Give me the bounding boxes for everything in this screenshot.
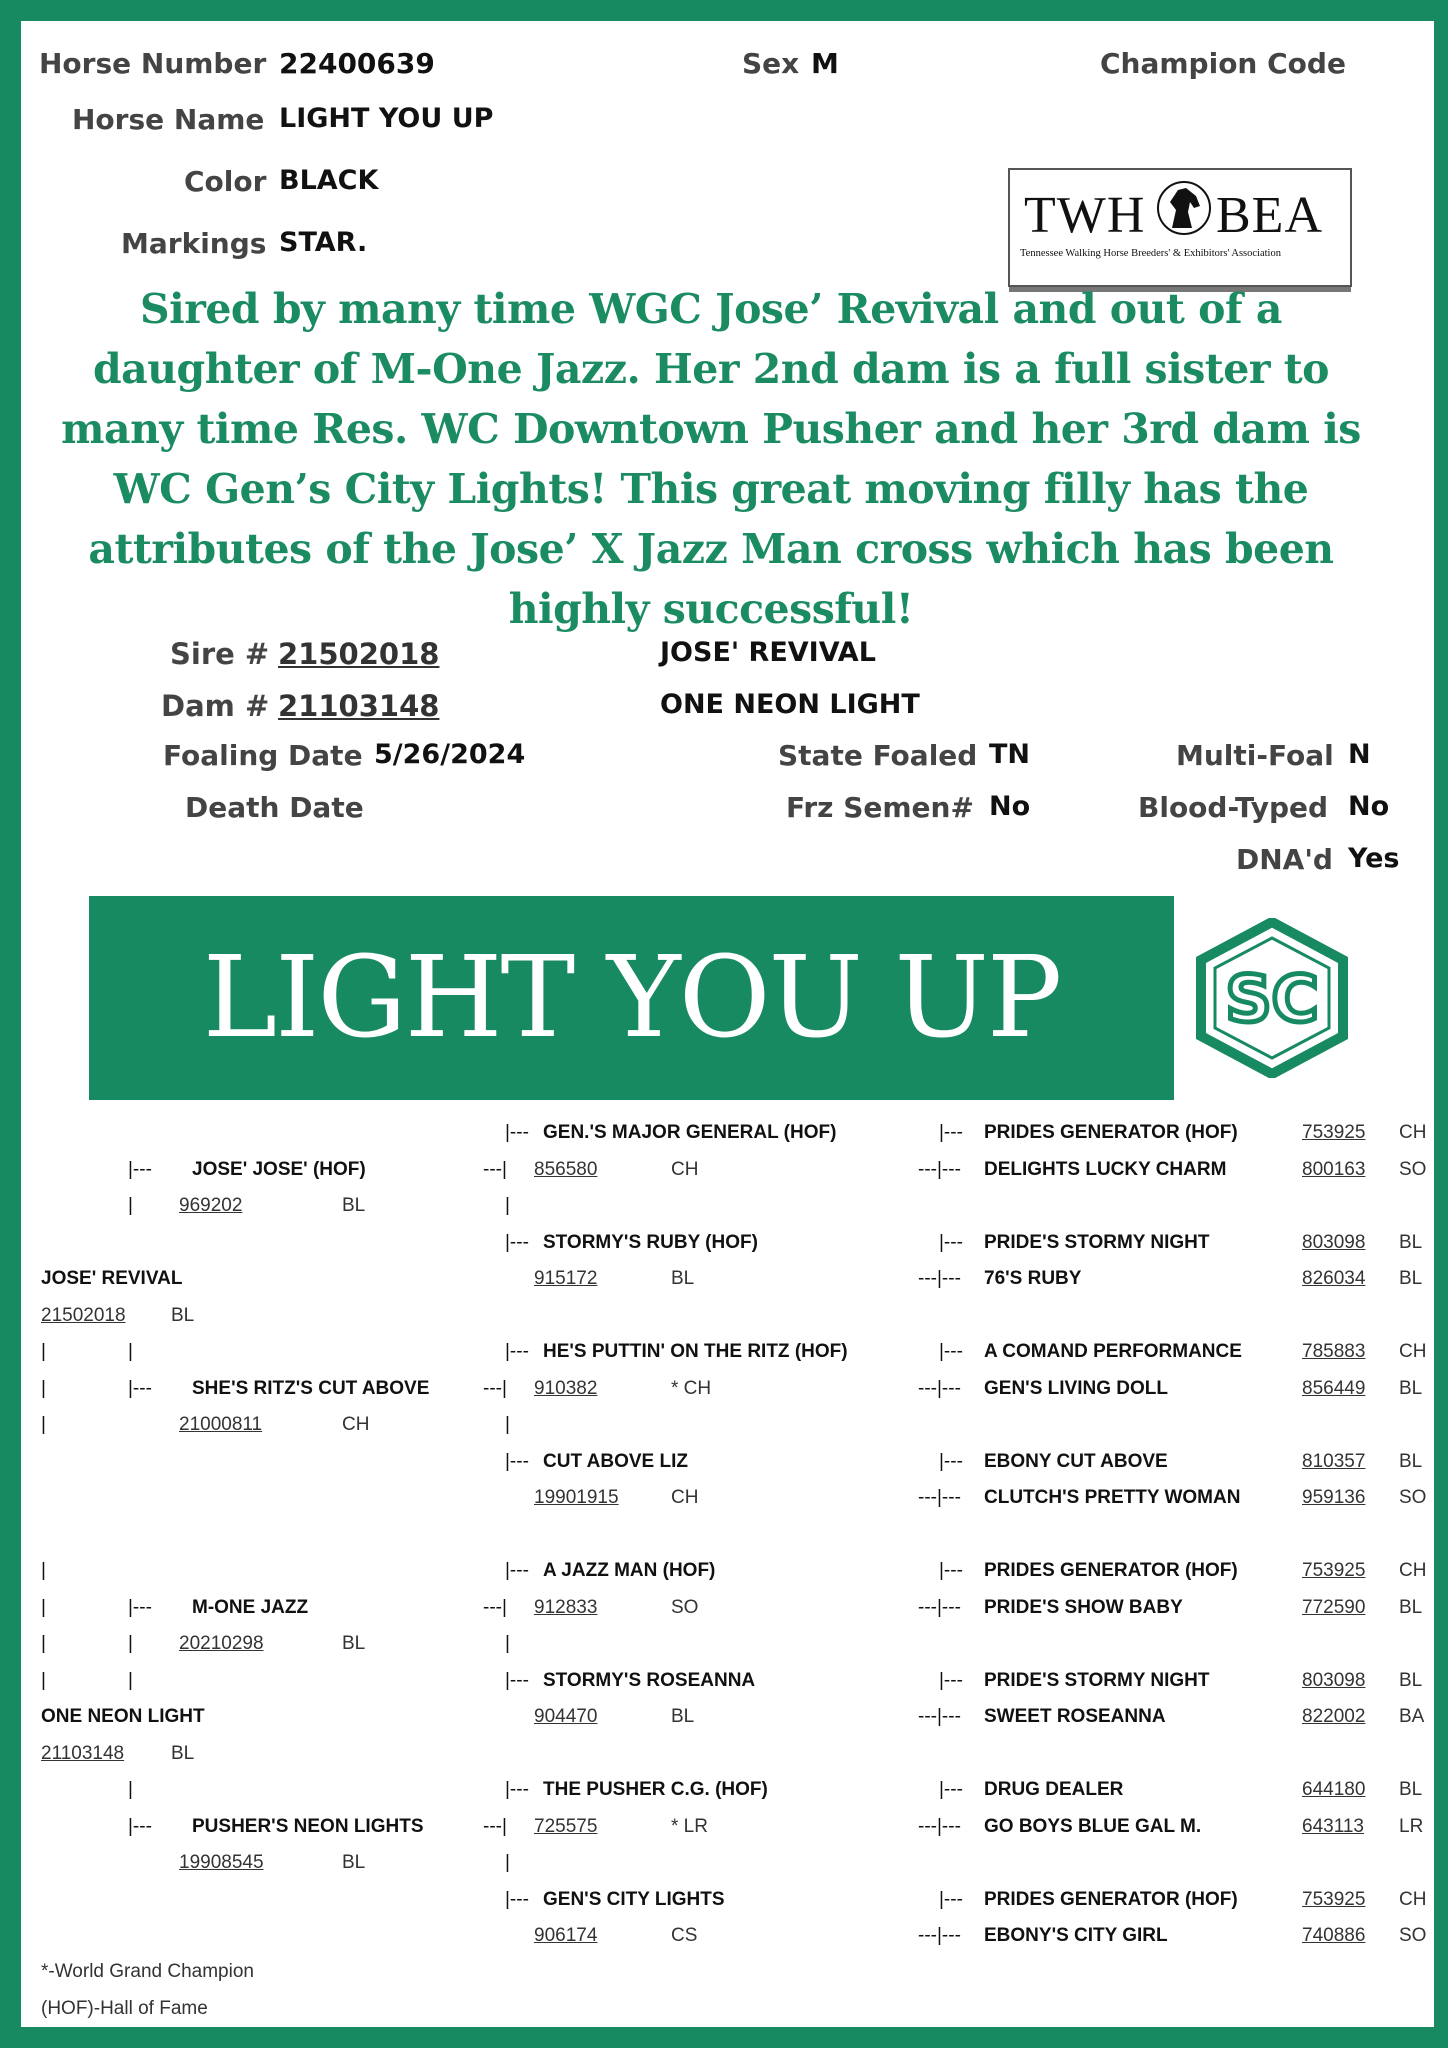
pedigree-connector: |--- — [505, 1888, 529, 1910]
pedigree-connector: |--- — [505, 1779, 529, 1800]
footnote-wgc: *-World Grand Champion — [41, 1961, 254, 1982]
pedigree-gen4-color: BL — [1399, 1450, 1423, 1472]
horse-head-icon — [1156, 180, 1212, 236]
pedigree-gen3-number[interactable]: 19901915 — [534, 1487, 619, 1508]
pedigree-gen4-number[interactable]: 803098 — [1302, 1669, 1366, 1691]
pedigree-gen4-number[interactable]: 856449 — [1302, 1377, 1366, 1399]
horse-name-value: LIGHT YOU UP — [279, 103, 494, 134]
pedigree-gen4-number[interactable]: 800163 — [1302, 1158, 1366, 1180]
description-blurb: Sired by many time WGC Jose’ Revival and out of a daughter of M-One Jazz. Her 2nd dam is a full sister to many time Res. WC Downtown Pusher and her 3rd dam is WC Gen’s City Lights! This great moving filly has the attributes of the Jose’ X Jazz Man cross which has been highly successful! — [61, 285, 1361, 633]
pedigree-gen4-number[interactable]: 826034 — [1302, 1268, 1366, 1289]
pedigree-connector: |--- — [505, 1341, 529, 1362]
pedigree-gen1-name: JOSE' REVIVAL — [41, 1268, 183, 1289]
state-foaled-value: TN — [989, 739, 1031, 770]
pedigree-gen1-color: BL — [171, 1304, 195, 1326]
pedigree-connector: |--- — [939, 1669, 963, 1691]
pedigree-gen3-name: GEN.'S MAJOR GENERAL (HOF) — [543, 1122, 837, 1143]
pedigree-connector: | — [41, 1596, 46, 1618]
pedigree-connector: ---| — [483, 1596, 507, 1618]
pedigree-connector: |--- — [505, 1669, 529, 1691]
pedigree-gen3-number[interactable]: 856580 — [534, 1158, 598, 1180]
pedigree-gen4-number[interactable]: 785883 — [1302, 1341, 1366, 1362]
pedigree-connector: |--- — [939, 1888, 963, 1910]
pedigree-gen4-color: SO — [1399, 1158, 1427, 1180]
pedigree-gen4-number[interactable]: 753925 — [1302, 1888, 1366, 1910]
pedigree-gen4-color: BL — [1399, 1377, 1423, 1399]
pedigree-connector: |--- — [128, 1815, 152, 1837]
blood-typed-label: Blood-Typed — [1138, 791, 1329, 824]
sex-value: M — [811, 47, 839, 80]
pedigree-gen2-color: BL — [342, 1633, 366, 1654]
pedigree-connector: | — [41, 1377, 46, 1399]
pedigree-gen4-color: BA — [1399, 1706, 1425, 1727]
pedigree-connector: | — [128, 1341, 133, 1362]
pedigree-gen4-color: SO — [1399, 1487, 1427, 1508]
pedigree-gen4-number[interactable]: 753925 — [1302, 1122, 1366, 1143]
pedigree-gen3-number[interactable]: 910382 — [534, 1377, 598, 1399]
pedigree-gen1-number[interactable]: 21502018 — [41, 1304, 126, 1326]
pedigree-connector: ---|--- — [918, 1487, 961, 1508]
pedigree-gen4-color: CH — [1399, 1341, 1427, 1362]
pedigree-gen2-color: CH — [342, 1414, 370, 1435]
markings-label: Markings — [121, 227, 267, 260]
pedigree-gen4-number[interactable]: 643113 — [1302, 1815, 1364, 1837]
pedigree-connector: ---|--- — [918, 1158, 961, 1180]
dam-label: Dam # — [161, 689, 270, 723]
pedigree-gen1-name: ONE NEON LIGHT — [41, 1706, 205, 1727]
pedigree-connector: | — [41, 1341, 46, 1362]
pedigree-gen4-number[interactable]: 740886 — [1302, 1925, 1366, 1946]
pedigree-connector: |--- — [505, 1231, 529, 1253]
pedigree-gen4-color: BL — [1399, 1268, 1423, 1289]
pedigree-gen4-number[interactable]: 822002 — [1302, 1706, 1366, 1727]
sire-name: JOSE' REVIVAL — [660, 637, 876, 668]
pedigree-gen4-name: PRIDE'S SHOW BABY — [984, 1596, 1183, 1618]
pedigree-connector: | — [128, 1633, 133, 1654]
pedigree-gen3-color: CS — [671, 1925, 698, 1946]
pedigree-connector: | — [505, 1633, 510, 1654]
pedigree-connector: ---|--- — [918, 1815, 961, 1837]
pedigree-gen3-number[interactable]: 904470 — [534, 1706, 598, 1727]
horse-number-value: 22400639 — [279, 47, 435, 80]
sex-label: Sex — [742, 47, 800, 80]
foaling-date-label: Foaling Date — [163, 739, 363, 772]
pedigree-gen4-name: A COMAND PERFORMANCE — [984, 1341, 1242, 1362]
dam-number-link[interactable]: 21103148 — [278, 689, 440, 723]
pedigree-gen4-name: CLUTCH'S PRETTY WOMAN — [984, 1487, 1241, 1508]
pedigree-gen3-name: GEN'S CITY LIGHTS — [543, 1888, 725, 1910]
champion-code-label: Champion Code — [1100, 47, 1346, 80]
pedigree-gen3-name: STORMY'S ROSEANNA — [543, 1669, 756, 1691]
pedigree-gen4-color: SO — [1399, 1925, 1427, 1946]
pedigree-connector: |--- — [939, 1231, 963, 1253]
pedigree-connector: |--- — [939, 1560, 963, 1581]
pedigree-connector: | — [505, 1195, 510, 1216]
pedigree-connector: | — [41, 1669, 46, 1691]
pedigree-gen2-color: BL — [342, 1852, 366, 1873]
sire-number-link[interactable]: 21502018 — [278, 637, 440, 671]
banner-title: LIGHT YOU UP — [202, 933, 1061, 1063]
pedigree-connector: | — [128, 1195, 133, 1216]
pedigree-gen3-number[interactable]: 915172 — [534, 1268, 598, 1289]
pedigree-gen4-name: 76'S RUBY — [984, 1268, 1082, 1289]
pedigree-connector: |--- — [939, 1779, 963, 1800]
pedigree-gen3-number[interactable]: 725575 — [534, 1815, 598, 1837]
dnad-value: Yes — [1348, 843, 1400, 874]
pedigree-gen4-color: BL — [1399, 1669, 1423, 1691]
pedigree-gen4-number[interactable]: 772590 — [1302, 1596, 1366, 1618]
pedigree-gen3-name: THE PUSHER C.G. (HOF) — [543, 1779, 768, 1800]
footnote-hof: (HOF)-Hall of Fame — [41, 1998, 208, 2019]
multi-foal-label: Multi-Foal — [1176, 739, 1334, 772]
pedigree-gen4-color: CH — [1399, 1560, 1427, 1581]
pedigree-connector: ---|--- — [918, 1706, 961, 1727]
pedigree-connector: ---|--- — [918, 1377, 961, 1399]
death-date-label: Death Date — [185, 791, 364, 824]
pedigree-gen2-number[interactable]: 19908545 — [179, 1852, 264, 1873]
dnad-label: DNA'd — [1236, 843, 1333, 876]
pedigree-gen3-name: STORMY'S RUBY (HOF) — [543, 1231, 758, 1253]
pedigree-connector: | — [128, 1779, 133, 1800]
pedigree-sheet — [21, 21, 1434, 2027]
pedigree-connector: | — [128, 1669, 133, 1691]
pedigree-gen3-color: * CH — [671, 1377, 712, 1399]
frz-semen-label: Frz Semen# — [786, 791, 974, 824]
pedigree-connector: |--- — [505, 1122, 529, 1143]
pedigree-connector: ---| — [483, 1158, 507, 1180]
pedigree-gen1-number[interactable]: 21103148 — [41, 1742, 125, 1764]
pedigree-connector: |--- — [505, 1560, 529, 1581]
pedigree-gen4-name: EBONY'S CITY GIRL — [984, 1925, 1168, 1946]
pedigree-gen4-name: PRIDES GENERATOR (HOF) — [984, 1560, 1238, 1581]
pedigree-gen4-name: SWEET ROSEANNA — [984, 1706, 1166, 1727]
pedigree-connector: |--- — [939, 1122, 963, 1143]
pedigree-connector: |--- — [128, 1158, 152, 1180]
pedigree-gen4-color: BL — [1399, 1231, 1423, 1253]
pedigree-connector: | — [41, 1633, 46, 1654]
pedigree-gen2-name: M-ONE JAZZ — [192, 1596, 309, 1618]
markings-value: STAR. — [279, 227, 368, 258]
horse-name-label: Horse Name — [72, 103, 265, 136]
pedigree-gen4-color: CH — [1399, 1888, 1427, 1910]
pedigree-gen3-color: CH — [671, 1158, 699, 1180]
pedigree-connector: ---| — [483, 1377, 507, 1399]
state-foaled-label: State Foaled — [778, 739, 978, 772]
pedigree-gen4-name: GO BOYS BLUE GAL M. — [984, 1815, 1202, 1837]
pedigree-gen4-color: BL — [1399, 1779, 1423, 1800]
pedigree-gen4-number[interactable]: 810357 — [1302, 1450, 1366, 1472]
color-value: BLACK — [279, 165, 379, 196]
sc-logo-icon — [1193, 918, 1351, 1078]
pedigree-gen4-number[interactable]: 753925 — [1302, 1560, 1366, 1581]
pedigree-connector: |--- — [128, 1596, 152, 1618]
pedigree-gen4-number[interactable]: 803098 — [1302, 1231, 1366, 1253]
pedigree-gen3-color: * LR — [671, 1815, 708, 1837]
pedigree-gen3-color: SO — [671, 1596, 699, 1618]
pedigree-connector: |--- — [939, 1450, 963, 1472]
pedigree-gen2-color: BL — [342, 1195, 366, 1216]
color-label: Color — [184, 165, 267, 198]
pedigree-gen4-name: PRIDE'S STORMY NIGHT — [984, 1669, 1210, 1691]
pedigree-connector: ---| — [483, 1815, 507, 1837]
pedigree-connector: | — [41, 1560, 46, 1581]
sire-label: Sire # — [170, 637, 270, 671]
blood-typed-value: No — [1348, 791, 1390, 822]
pedigree-gen4-number[interactable]: 959136 — [1302, 1487, 1366, 1508]
pedigree-gen3-name: A JAZZ MAN (HOF) — [543, 1560, 716, 1581]
bea-text: BEA — [1216, 187, 1323, 244]
pedigree-connector: ---|--- — [918, 1596, 961, 1618]
twh-text: TWH — [1024, 187, 1146, 244]
horse-name-banner — [89, 896, 1174, 1100]
pedigree-connector: |--- — [939, 1341, 963, 1362]
pedigree-gen4-color: LR — [1399, 1815, 1424, 1837]
multi-foal-value: N — [1348, 739, 1371, 770]
pedigree-gen4-name: DELIGHTS LUCKY CHARM — [984, 1158, 1227, 1180]
foaling-date-value: 5/26/2024 — [374, 739, 526, 770]
pedigree-gen3-color: BL — [671, 1706, 695, 1727]
pedigree-gen4-name: EBONY CUT ABOVE — [984, 1450, 1168, 1472]
pedigree-gen4-number[interactable]: 644180 — [1302, 1779, 1366, 1800]
pedigree-gen2-number[interactable]: 21000811 — [179, 1414, 263, 1435]
horse-number-label: Horse Number — [39, 47, 267, 80]
pedigree-gen2-number[interactable]: 969202 — [179, 1195, 243, 1216]
pedigree-gen4-name: DRUG DEALER — [984, 1779, 1124, 1800]
pedigree-gen4-color: BL — [1399, 1596, 1423, 1618]
pedigree-gen2-name: SHE'S RITZ'S CUT ABOVE — [192, 1377, 430, 1399]
pedigree-gen2-name: JOSE' JOSE' (HOF) — [192, 1158, 366, 1180]
pedigree-gen3-number[interactable]: 912833 — [534, 1596, 598, 1618]
pedigree-connector: | — [41, 1414, 46, 1435]
twhbea-logo — [1008, 168, 1352, 287]
pedigree-gen4-name: PRIDES GENERATOR (HOF) — [984, 1122, 1238, 1143]
frz-semen-value: No — [989, 791, 1031, 822]
pedigree-connector: | — [505, 1852, 510, 1873]
twhbea-tagline: Tennessee Walking Horse Breeders' & Exhibitors' Association — [1020, 248, 1281, 259]
dam-name: ONE NEON LIGHT — [660, 689, 920, 720]
pedigree-gen2-name: PUSHER'S NEON LIGHTS — [192, 1815, 424, 1837]
pedigree-gen4-name: PRIDE'S STORMY NIGHT — [984, 1231, 1210, 1253]
sc-logo-text: SC — [1225, 963, 1319, 1037]
pedigree-connector: |--- — [128, 1377, 152, 1399]
pedigree-gen3-number[interactable]: 906174 — [534, 1925, 598, 1946]
pedigree-connector: |--- — [505, 1450, 529, 1472]
pedigree-gen2-number[interactable]: 20210298 — [179, 1633, 264, 1654]
pedigree-gen3-name: HE'S PUTTIN' ON THE RITZ (HOF) — [543, 1341, 848, 1362]
pedigree-gen3-color: BL — [671, 1268, 695, 1289]
pedigree-gen4-color: CH — [1399, 1122, 1427, 1143]
pedigree-gen3-name: CUT ABOVE LIZ — [543, 1450, 688, 1472]
pedigree-connector: ---|--- — [918, 1925, 961, 1946]
pedigree-connector: ---|--- — [918, 1268, 961, 1289]
pedigree-gen1-color: BL — [171, 1742, 195, 1764]
pedigree-gen4-name: PRIDES GENERATOR (HOF) — [984, 1888, 1238, 1910]
pedigree-gen4-name: GEN'S LIVING DOLL — [984, 1377, 1168, 1399]
pedigree-gen3-color: CH — [671, 1487, 699, 1508]
pedigree-connector: | — [505, 1414, 510, 1435]
